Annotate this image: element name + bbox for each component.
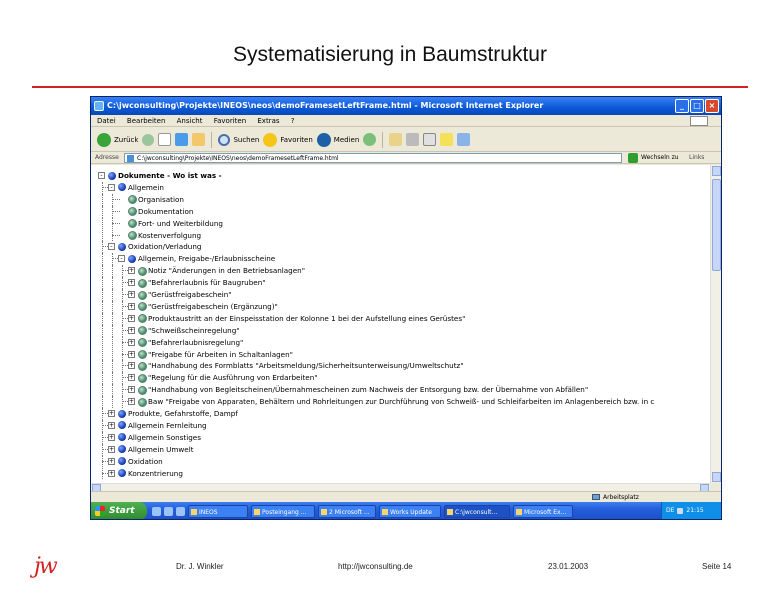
document-node-icon [138, 279, 147, 288]
folder-node-icon [118, 183, 126, 191]
tree-node-label[interactable]: "Regelung für die Ausführung von Erdarbeiten" [148, 373, 318, 383]
tree-node-label[interactable]: Dokumente - Wo ist was - [118, 171, 222, 180]
taskbar-item-works-update[interactable]: Works Update [379, 505, 441, 518]
media-button[interactable] [317, 133, 359, 147]
browser-title: C:\jwconsulting\Projekte\INEOS\neos\demoFramesetLeftFrame.html - Microsoft Internet Explorer [107, 101, 544, 110]
folder-node-icon [118, 243, 126, 251]
tree-connector [102, 337, 103, 349]
tray-icon[interactable] [677, 508, 683, 514]
tree-connector [102, 325, 103, 337]
collapse-toggle-icon[interactable]: - [108, 243, 115, 250]
document-node-icon [138, 267, 147, 276]
tree-node-label[interactable]: Produktaustritt an der Einspeisstation der Kolonne 1 bei der Aufstellung eines Gerüstes" [148, 313, 466, 323]
refresh-button[interactable] [175, 133, 188, 146]
collapse-toggle-icon[interactable]: - [118, 255, 125, 262]
tree-connector [112, 337, 113, 349]
tree-connector [102, 289, 103, 301]
clock: 21:15 [686, 507, 704, 514]
document-node-icon [138, 314, 147, 323]
start-label: Start [109, 506, 135, 516]
document-node-icon [138, 374, 147, 383]
status-bar [91, 491, 721, 502]
footer-date: 23.01.2003 [548, 562, 589, 571]
browser-toolbar [91, 128, 721, 152]
tree-node-label[interactable]: Dokumentation [138, 206, 194, 216]
search-icon [218, 134, 230, 146]
home-button[interactable] [192, 133, 205, 146]
expand-toggle-icon[interactable]: + [129, 267, 135, 275]
scroll-down-arrow[interactable] [712, 472, 721, 482]
tree-connector [112, 211, 120, 212]
footer-url[interactable]: http://jwconsulting.de [338, 562, 413, 571]
address-input[interactable] [124, 153, 622, 163]
search-button[interactable] [218, 134, 259, 146]
page-icon [127, 155, 134, 162]
search-label: Suchen [233, 135, 260, 144]
system-tray [661, 502, 721, 520]
tree-node-label[interactable]: Notiz "Änderungen in den Betriebsanlagen" [148, 266, 306, 276]
tree-node-label[interactable]: Baw "Freigabe von Apparaten, Behältern und Rohrleitungen zur Durchführung von Schweiß- und Schleifarbeiten im Anlagenbereich bzw. in c [148, 397, 655, 407]
folder-node-icon [108, 172, 116, 180]
tree-node-label[interactable]: Allgemein, Freigabe-/Erlaubnisscheine [138, 254, 276, 264]
tree-connector [102, 206, 103, 218]
folder-node-icon [118, 445, 126, 453]
tree-node-label[interactable]: Organisation [138, 194, 184, 204]
tree-connector [112, 289, 113, 301]
tree-node-label[interactable]: "Befahrerlaubnisregelung" [148, 337, 244, 347]
menu-bearbeiten[interactable]: Bearbeiten [126, 117, 166, 125]
slide-title: Systematisierung in Baumstruktur [233, 43, 547, 66]
tree-connector [112, 301, 113, 313]
edit-button[interactable] [423, 133, 436, 146]
tree-node-label[interactable]: Produkte, Gefahrstoffe, Dampf [128, 409, 238, 418]
tree-connector [112, 349, 113, 361]
folder-node-icon [118, 469, 126, 477]
star-icon [263, 133, 277, 147]
stop-button[interactable] [158, 133, 171, 146]
tree-connector [102, 349, 103, 361]
tree-node-label[interactable]: Allgemein Fernleitung [128, 420, 207, 430]
browser-titlebar [91, 97, 721, 115]
zone-label: Arbeitsplatz [603, 494, 639, 501]
folder-node-icon [118, 421, 126, 429]
document-node-icon [138, 350, 147, 359]
history-button[interactable] [363, 133, 376, 146]
collapse-toggle-icon[interactable]: - [98, 172, 105, 179]
title-underline [32, 86, 748, 88]
tree-connector [112, 360, 113, 372]
tree-connector [102, 360, 103, 372]
expand-toggle-icon[interactable]: + [109, 433, 115, 441]
tree-connector [112, 313, 113, 325]
tree-connector [102, 218, 103, 230]
expand-toggle-icon[interactable]: + [109, 421, 115, 429]
internet-explorer-icon [94, 101, 104, 111]
tree-node-label[interactable]: "Freigabe für Arbeiten in Schaltanlagen" [148, 349, 293, 359]
expand-toggle-icon[interactable]: + [109, 469, 115, 477]
go-arrow-icon[interactable] [628, 153, 638, 163]
print-button[interactable] [406, 133, 419, 146]
expand-toggle-icon[interactable]: + [129, 338, 135, 346]
media-icon [317, 133, 331, 147]
maximize-button[interactable]: □ [690, 99, 704, 113]
browser-window-screenshot [90, 96, 722, 520]
tree-node-label[interactable]: "Gerüstfreigabeschein (Ergänzung)" [148, 301, 278, 311]
mail-button[interactable] [389, 133, 402, 146]
menu-favoriten[interactable]: Favoriten [213, 117, 247, 125]
tree-connector [112, 372, 113, 384]
scroll-up-arrow[interactable] [712, 166, 721, 176]
back-arrow-icon [97, 133, 111, 147]
tree-connector [102, 265, 103, 277]
language-indicator[interactable]: DE [666, 507, 675, 514]
vertical-scrollbar[interactable] [710, 165, 721, 483]
tree-connector [112, 325, 113, 337]
document-node-icon [138, 291, 147, 300]
folder-node-icon [128, 255, 136, 263]
document-node-icon [138, 302, 147, 311]
tree-connector [112, 396, 113, 408]
menu-extras[interactable]: Extras [257, 117, 280, 125]
document-node-icon [138, 338, 147, 347]
tree-connector [102, 230, 103, 242]
footer-page-number: Seite 14 [702, 562, 732, 571]
folder-node-icon [118, 433, 126, 441]
menu-bar [91, 115, 721, 127]
tree-node-label[interactable]: "Handhabung von Begleitscheinen/Übernahmescheinen zum Nachweis der Entsorgung bzw. der Übernahme von Abfällen" [148, 385, 589, 395]
tree-connector [112, 223, 120, 224]
forward-button[interactable] [142, 134, 154, 146]
address-label: Adresse [95, 154, 119, 161]
taskbar-item-microsoft-ex[interactable]: Microsoft Ex... [513, 505, 573, 518]
tree-node-label[interactable]: Kostenverfolgung [138, 230, 202, 240]
tree-node-label[interactable]: Allgemein [128, 182, 164, 192]
expand-toggle-icon[interactable]: + [129, 291, 135, 298]
expand-toggle-icon[interactable]: + [129, 398, 135, 406]
taskbar-item-jwconsult[interactable]: C:\jwconsult... [444, 505, 510, 518]
minimize-button[interactable]: _ [675, 99, 689, 113]
tree-node-label[interactable]: Konzentrierung [128, 468, 183, 478]
tree-connector [112, 384, 113, 396]
favorites-button[interactable] [263, 133, 312, 147]
tree-connector [102, 384, 103, 396]
tree-connector [102, 301, 103, 313]
document-node-icon [138, 326, 147, 335]
menu-ansicht[interactable]: Ansicht [176, 117, 203, 125]
expand-toggle-icon[interactable]: + [129, 374, 135, 382]
computer-icon [592, 494, 600, 500]
tree-connector [102, 396, 103, 408]
media-label: Medien [333, 135, 360, 144]
horizontal-scrollbar[interactable] [91, 483, 710, 491]
tree-connector [102, 277, 103, 289]
taskbar-item-posteingang[interactable]: Posteingang ... [251, 505, 315, 518]
tree-node-label[interactable]: "Handhabung des Formblatts "Arbeitsmeldung/Sicherheitsunterweisung/Umweltschutz" [148, 361, 464, 371]
address-value: C:\jwconsulting\Projekte\INEOS\neos\demoFramesetLeftFrame.html [137, 155, 339, 162]
quick-launch [152, 507, 185, 516]
expand-toggle-icon[interactable]: + [129, 362, 135, 370]
expand-toggle-icon[interactable]: + [129, 302, 135, 310]
menu-help[interactable]: ? [290, 117, 295, 125]
scroll-thumb[interactable] [712, 179, 721, 271]
document-node-icon [128, 219, 137, 228]
expand-toggle-icon[interactable]: + [129, 350, 135, 358]
tree-node-label[interactable]: Allgemein Sonstiges [128, 432, 201, 442]
tree-connector [102, 372, 103, 384]
taskbar [91, 502, 721, 520]
document-node-icon [138, 362, 147, 371]
tree-connector [102, 313, 103, 325]
expand-toggle-icon[interactable]: + [109, 410, 115, 417]
tree-node-label[interactable]: Fort- und Weiterbildung [138, 218, 223, 228]
expand-toggle-icon[interactable]: + [129, 279, 135, 287]
tree-connector [112, 235, 120, 236]
messenger-button[interactable] [457, 133, 470, 146]
tree-view [91, 165, 710, 483]
windows-logo-icon [690, 116, 708, 126]
windows-flag-icon [95, 506, 105, 516]
taskbar-item-ineos[interactable]: INEOS [188, 505, 248, 518]
taskbar-item-microsoft[interactable]: 2 Microsoft ... [318, 505, 376, 518]
back-label: Zurück [114, 135, 139, 144]
close-button[interactable]: × [705, 99, 719, 113]
desktop-quicklaunch-icon[interactable] [164, 507, 173, 516]
back-button[interactable] [97, 133, 138, 147]
document-node-icon [138, 386, 147, 395]
favorites-label: Favoriten [280, 135, 313, 144]
go-button[interactable]: Wechseln zu [641, 154, 679, 161]
expand-toggle-icon[interactable]: + [109, 457, 115, 465]
expand-toggle-icon[interactable]: + [109, 445, 115, 453]
document-node-icon [128, 207, 137, 216]
discuss-button[interactable] [440, 133, 453, 146]
folder-node-icon [118, 410, 126, 418]
footer-author: Dr. J. Winkler [176, 562, 224, 571]
ie-quicklaunch-icon[interactable] [152, 507, 161, 516]
tree-connector [112, 199, 120, 200]
tree-node-label[interactable]: Oxidation [128, 456, 163, 466]
document-node-icon [138, 398, 147, 407]
tree-node-label[interactable]: Allgemein Umwelt [128, 444, 194, 454]
links-button[interactable]: Links [689, 154, 705, 161]
folder-node-icon [118, 457, 126, 465]
tree-node-label[interactable]: Oxidation/Verladung [128, 242, 202, 252]
tree-connector [112, 277, 113, 289]
outlook-quicklaunch-icon[interactable] [176, 507, 185, 516]
menu-datei[interactable]: Datei [97, 117, 116, 125]
expand-toggle-icon[interactable]: + [129, 386, 135, 394]
tree-node-label[interactable]: "Schweißscheinregelung" [148, 325, 240, 335]
address-bar [91, 152, 721, 164]
tree-connector [102, 253, 103, 265]
tree-node-label[interactable]: "Befahrerlaubnis für Baugruben" [148, 278, 266, 288]
jw-logo: jw [34, 554, 56, 579]
tree-node-label[interactable]: "Gerüstfreigabeschein" [148, 290, 232, 299]
document-node-icon [128, 231, 137, 240]
expand-toggle-icon[interactable]: + [129, 314, 135, 322]
collapse-toggle-icon[interactable]: - [108, 184, 115, 191]
document-node-icon [128, 195, 137, 204]
expand-toggle-icon[interactable]: + [129, 326, 135, 334]
start-button[interactable] [91, 502, 147, 520]
tree-connector [112, 265, 113, 277]
tree-connector [102, 194, 103, 206]
